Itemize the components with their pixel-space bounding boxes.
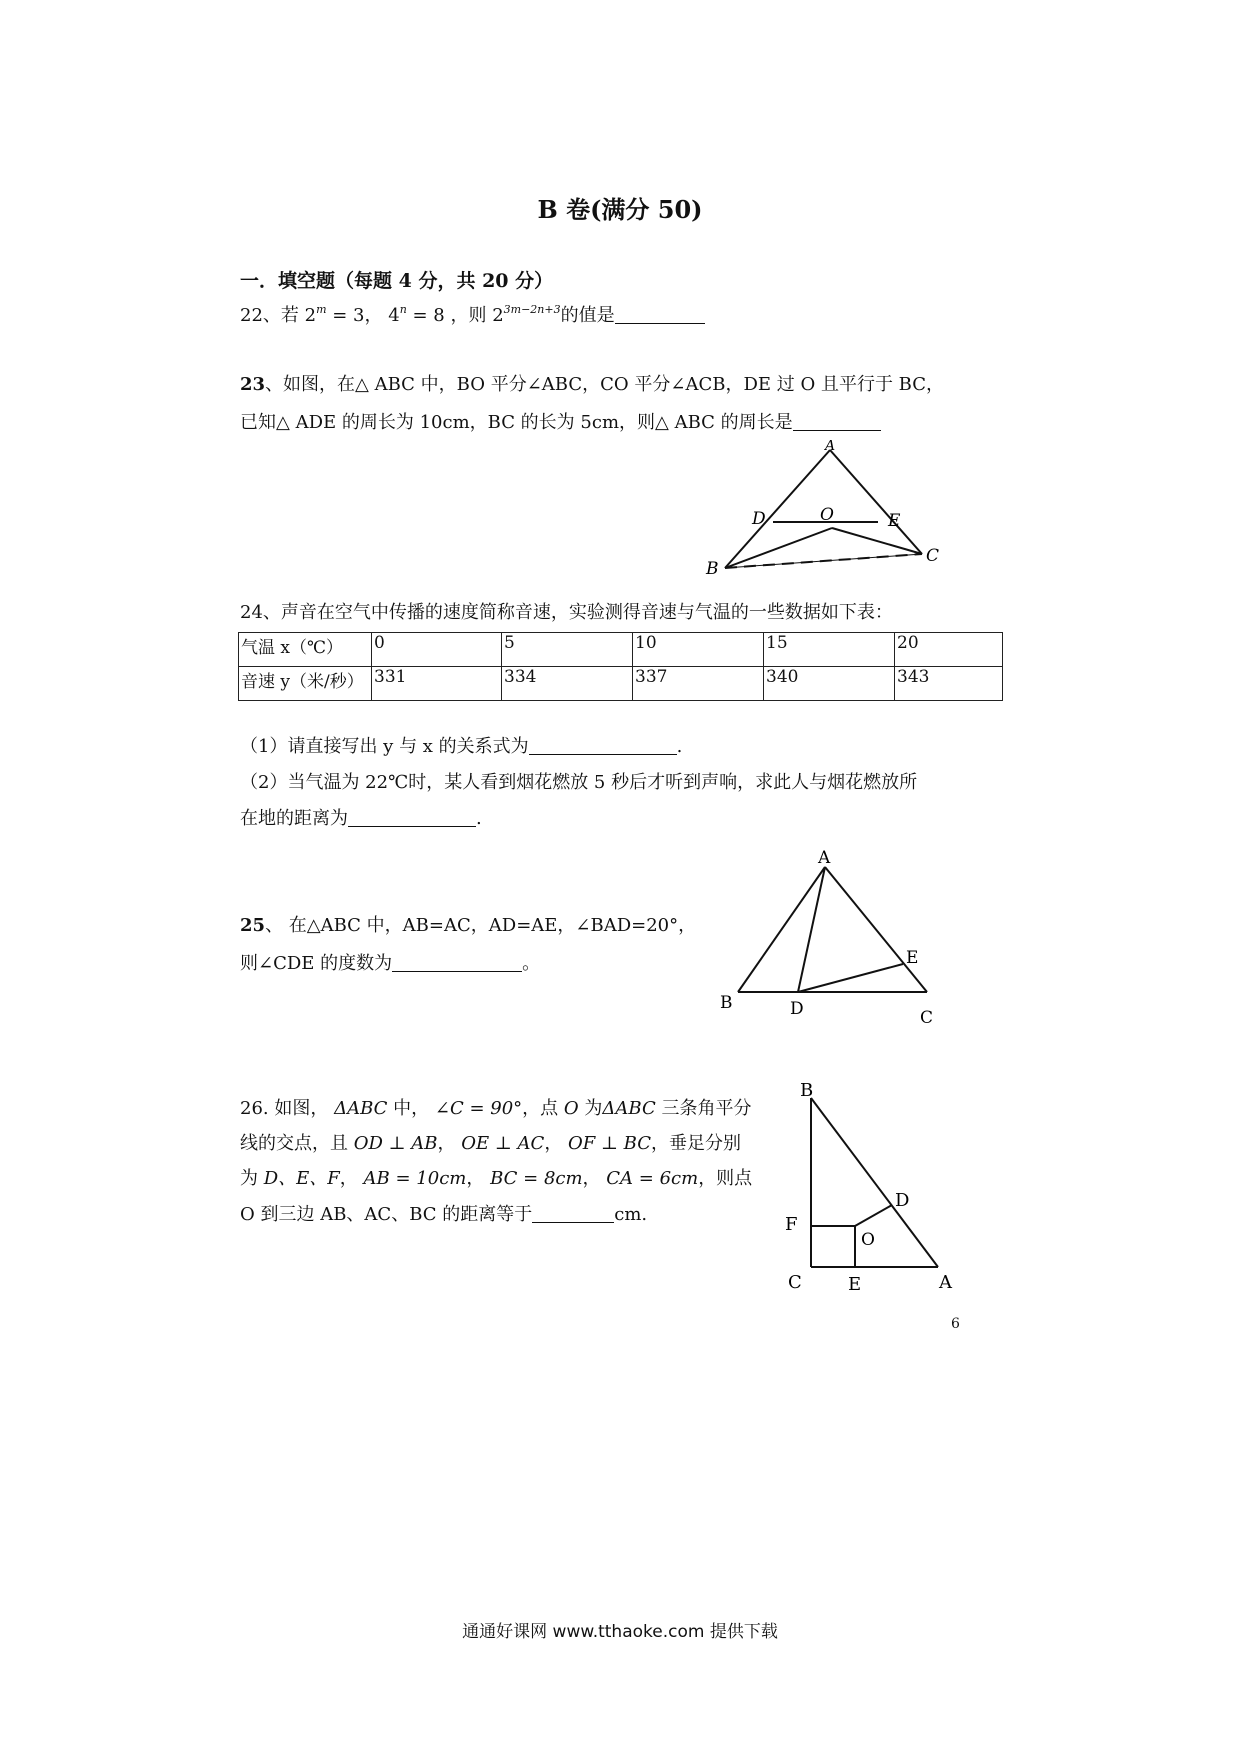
q22-text: 、若 2 bbox=[262, 305, 317, 326]
label-b: B bbox=[720, 993, 733, 1013]
q26-text: ， bbox=[339, 1168, 364, 1189]
q22-text: = 3， 4 bbox=[326, 305, 400, 326]
table-cell: 343 bbox=[895, 667, 1003, 701]
q26-text: 三条角平分 bbox=[655, 1098, 752, 1119]
q24-part2-text: 在地的距离为 bbox=[240, 808, 348, 829]
q26-text: O 到三边 AB、AC、BC 的距离等于 bbox=[240, 1204, 533, 1225]
q25-number: 25 bbox=[240, 915, 266, 936]
q26-text: ， bbox=[582, 1168, 607, 1189]
q23-text: 、如图，在△ ABC 中，BO 平分∠ABC，CO 平分∠ACB，DE 过 O 且平行于 BC， bbox=[265, 374, 945, 395]
question-23-line1 bbox=[240, 372, 944, 398]
q26-math: OD ⊥ AB bbox=[353, 1133, 438, 1154]
question-25-line2 bbox=[240, 951, 540, 977]
label-d: D bbox=[895, 1190, 910, 1211]
q25-triangle-figure bbox=[700, 845, 940, 1030]
label-c: C bbox=[788, 1272, 802, 1293]
label-c: C bbox=[920, 1008, 934, 1028]
q23-triangle-figure bbox=[700, 440, 950, 575]
q26-text: ，垂足分别 bbox=[651, 1133, 741, 1154]
label-a: A bbox=[825, 440, 836, 454]
q22-exp-n: n bbox=[399, 303, 407, 316]
q23-text: 已知△ ADE 的周长为 10cm，BC 的长为 5cm，则△ ABC 的周长是 bbox=[240, 412, 793, 433]
q26-text: 为 bbox=[240, 1168, 264, 1189]
label-o: O bbox=[820, 505, 834, 525]
question-26-line1 bbox=[240, 1096, 751, 1122]
label-a: A bbox=[939, 1272, 952, 1293]
q22-answer-blank[interactable] bbox=[615, 305, 705, 324]
q26-answer-blank[interactable] bbox=[532, 1204, 614, 1223]
label-d: D bbox=[790, 999, 804, 1019]
q24-part1-blank[interactable] bbox=[529, 736, 677, 755]
q24-number: 24 bbox=[240, 602, 263, 623]
q26-math: CA = 6cm bbox=[606, 1168, 699, 1189]
q26-math: OE ⊥ AC bbox=[461, 1133, 545, 1154]
q24-part2-period: . bbox=[476, 808, 482, 829]
q22-number: 22 bbox=[240, 305, 263, 326]
label-f: F bbox=[785, 1214, 798, 1235]
table-cell: 0 bbox=[372, 633, 502, 667]
table-cell: 337 bbox=[633, 667, 764, 701]
q24-part1-text: （1）请直接写出 y 与 x 的关系式为 bbox=[240, 736, 529, 757]
q24-part1-period: . bbox=[676, 736, 683, 757]
q26-math: D、E、F bbox=[263, 1168, 340, 1189]
label-c: C bbox=[926, 546, 940, 566]
q25-text: 则∠CDE 的度数为 bbox=[240, 953, 393, 974]
question-25-line1 bbox=[240, 913, 696, 939]
page-number: 6 bbox=[951, 1316, 960, 1332]
q22-text: = 8 ，则 2 bbox=[406, 305, 504, 326]
q26-text: 26. 如图， bbox=[240, 1098, 335, 1119]
q26-text: cm. bbox=[614, 1204, 648, 1225]
edge-ac bbox=[830, 450, 922, 554]
q26-text: ， bbox=[544, 1133, 569, 1154]
q26-math: ∠C = 90° bbox=[434, 1098, 523, 1119]
question-26-line3 bbox=[240, 1166, 752, 1192]
question-24-part2-line2 bbox=[240, 806, 482, 832]
q26-right-triangle-figure bbox=[780, 1080, 970, 1300]
table-cell: 气温 x（℃） bbox=[239, 633, 372, 667]
q26-text: 为 bbox=[578, 1098, 603, 1119]
label-a: A bbox=[818, 848, 831, 868]
label-b: B bbox=[706, 559, 719, 575]
segment-od bbox=[855, 1205, 892, 1226]
segment-de bbox=[798, 964, 903, 992]
table-cell: 10 bbox=[633, 633, 764, 667]
section-heading: 一．填空题（每题 4 分，共 20 分） bbox=[240, 270, 554, 292]
table-cell: 334 bbox=[502, 667, 633, 701]
label-e: E bbox=[906, 948, 919, 968]
label-b: B bbox=[800, 1080, 814, 1101]
q26-math: AB = 10cm bbox=[363, 1168, 467, 1189]
label-e: E bbox=[888, 511, 901, 531]
q25-text-end: 。 bbox=[522, 953, 541, 974]
q22-text: 的值是 bbox=[560, 305, 615, 326]
table-cell: 音速 y（米/秒） bbox=[239, 667, 372, 701]
table-cell: 5 bbox=[502, 633, 633, 667]
question-24-part2-line1 bbox=[240, 770, 917, 796]
q26-math: O bbox=[563, 1098, 579, 1119]
q23-number: 23 bbox=[240, 374, 266, 395]
question-24-part1 bbox=[240, 734, 682, 760]
table-row bbox=[239, 633, 1003, 667]
q26-text: 中， bbox=[387, 1098, 435, 1119]
table-cell: 340 bbox=[764, 667, 895, 701]
q25-answer-blank[interactable] bbox=[392, 953, 522, 972]
segment-co bbox=[832, 528, 922, 554]
q26-text: ， bbox=[437, 1133, 462, 1154]
question-23-line2 bbox=[240, 410, 881, 436]
q24-text: 、声音在空气中传播的速度简称音速，实验测得音速与气温的一些数据如下表： bbox=[262, 602, 893, 623]
table-cell: 331 bbox=[372, 667, 502, 701]
q26-text: ，点 bbox=[522, 1098, 564, 1119]
q26-math: ΔABC bbox=[334, 1098, 388, 1119]
q23-answer-blank[interactable] bbox=[793, 412, 881, 431]
question-26-line4 bbox=[240, 1202, 647, 1228]
edge-ac bbox=[825, 867, 927, 992]
q22-exp-expr: 3m−2n+3 bbox=[503, 303, 561, 316]
label-o: O bbox=[861, 1230, 875, 1250]
q26-text: ， bbox=[466, 1168, 491, 1189]
q26-math: ΔABC bbox=[602, 1098, 656, 1119]
label-d: D bbox=[752, 509, 766, 529]
q24-part2-text: （2）当气温为 22℃时，某人看到烟花燃放 5 秒后才听到声响，求此人与烟花燃放所 bbox=[240, 772, 918, 793]
footer-credit: 通通好课网 www.tthaoke.com 提供下载 bbox=[462, 1622, 778, 1642]
table-row bbox=[239, 667, 1003, 701]
q26-text: 线的交点，且 bbox=[240, 1133, 354, 1154]
q22-exp-m: m bbox=[316, 303, 327, 316]
table-cell: 15 bbox=[764, 633, 895, 667]
table-cell: 20 bbox=[895, 633, 1003, 667]
page-title: B 卷(满分 50) bbox=[537, 195, 703, 224]
question-26-line2 bbox=[240, 1131, 741, 1157]
q25-text: 、 在△ABC 中，AB=AC，AD=AE，∠BAD=20°， bbox=[265, 915, 697, 936]
speed-temperature-table bbox=[238, 632, 1003, 701]
edge-ab bbox=[725, 450, 830, 568]
q26-math: BC = 8cm bbox=[490, 1168, 583, 1189]
q26-text: ，则点 bbox=[698, 1168, 753, 1189]
label-e: E bbox=[848, 1274, 862, 1295]
question-24-intro bbox=[240, 600, 893, 626]
question-22 bbox=[240, 303, 705, 329]
q24-part2-blank[interactable] bbox=[348, 808, 476, 827]
q26-math: OF ⊥ BC bbox=[568, 1133, 651, 1154]
